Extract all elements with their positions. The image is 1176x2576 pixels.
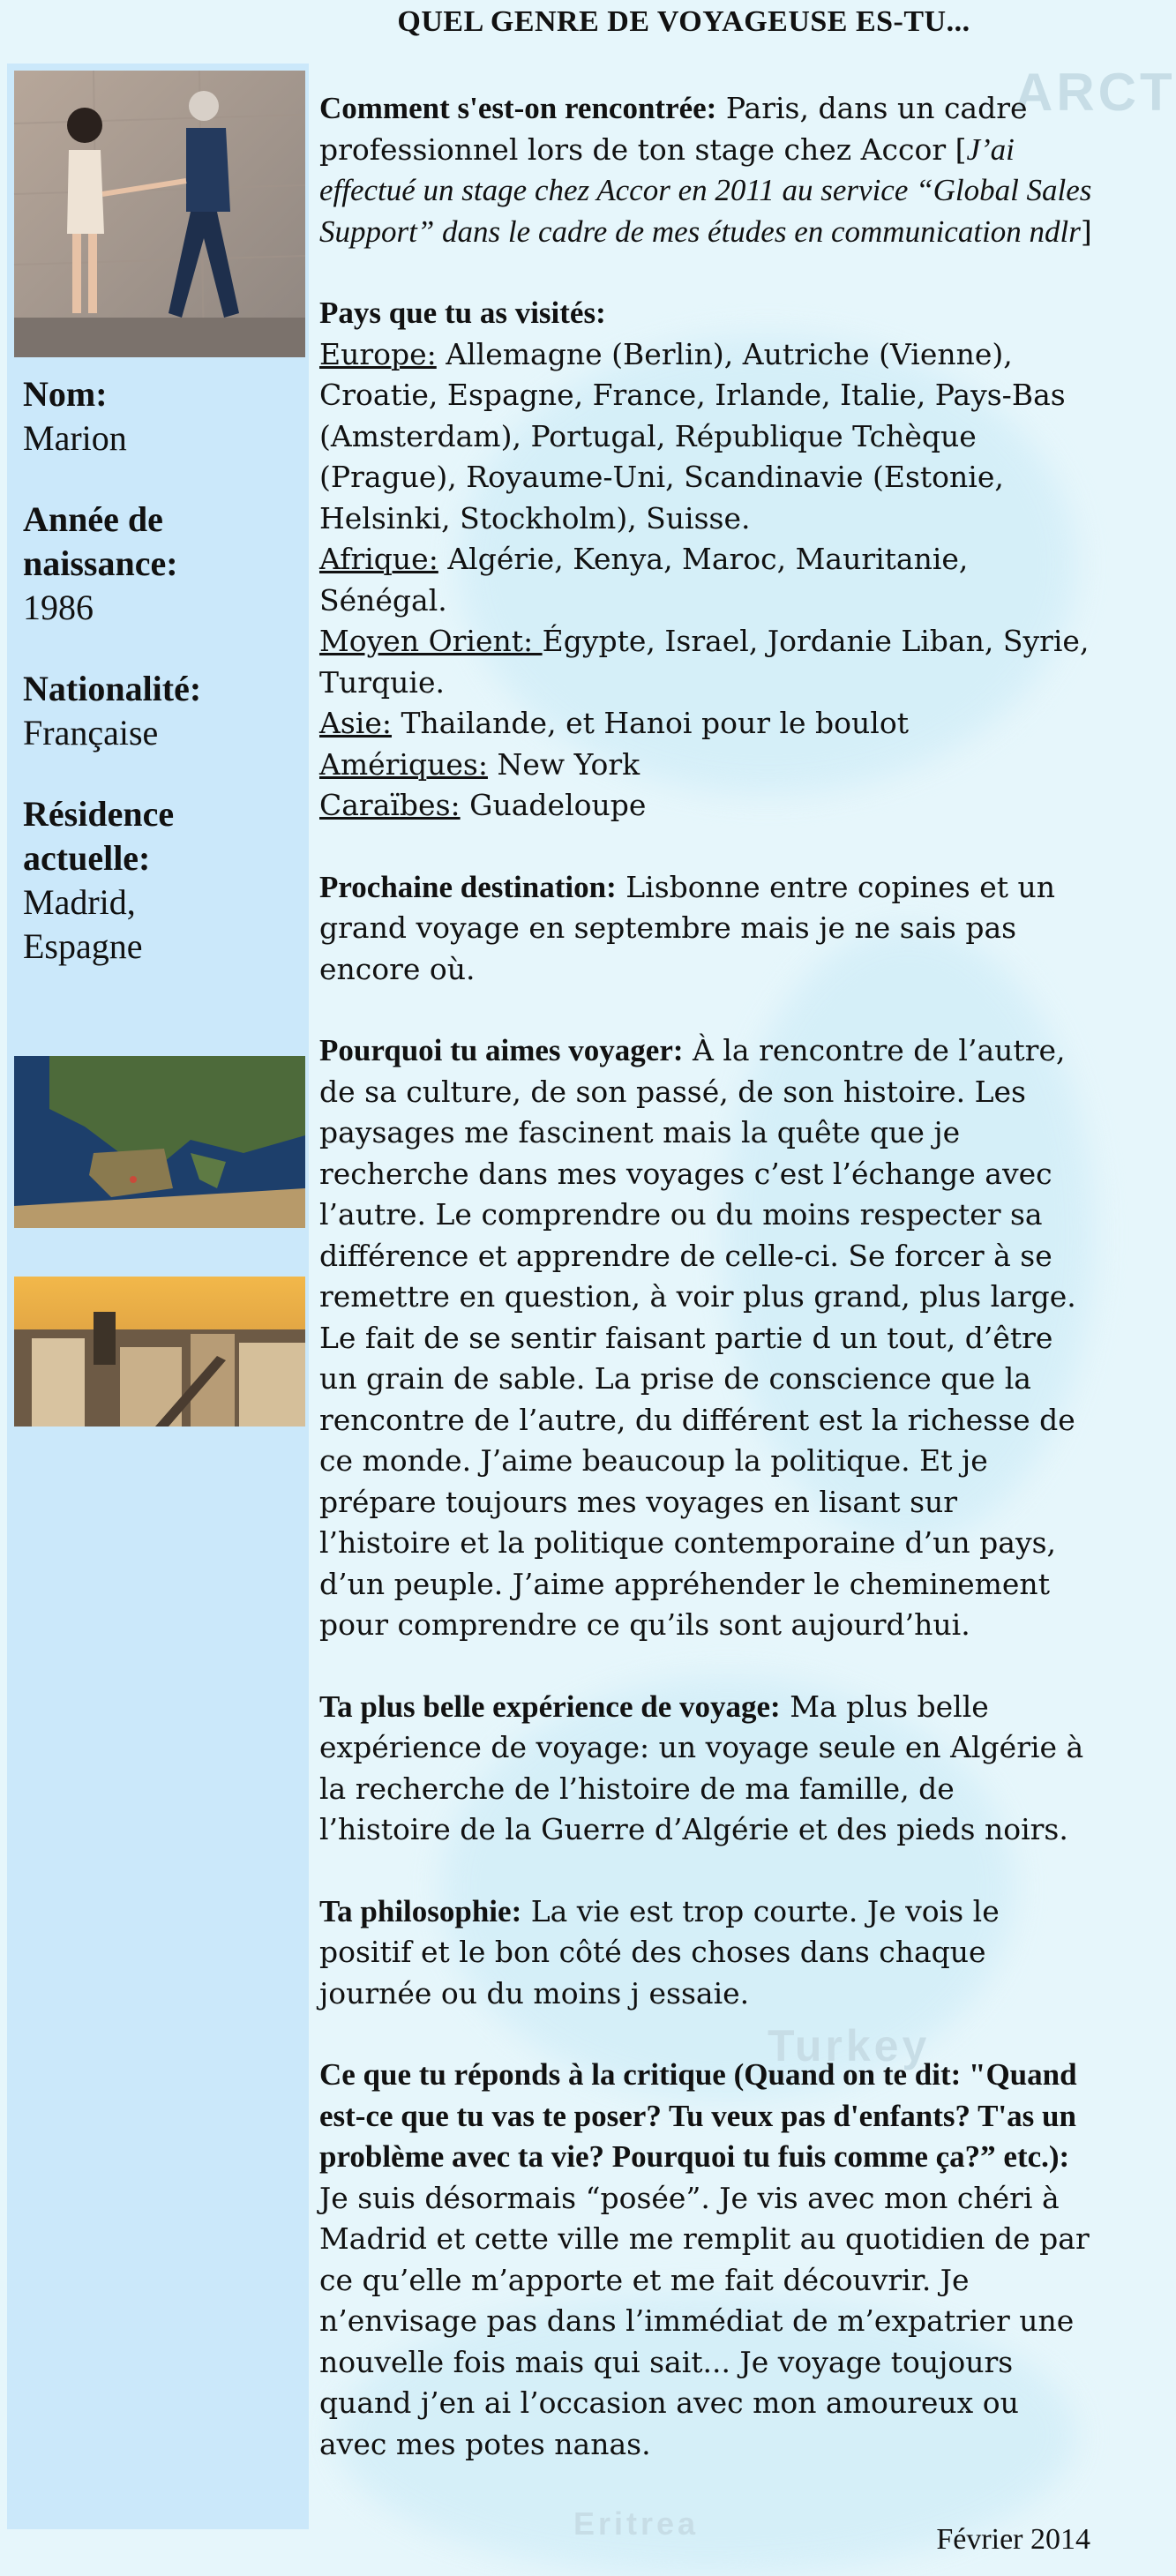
why-label: Pourquoi tu aimes voyager:: [319, 1033, 684, 1067]
region-ameriques: Amériques:: [319, 746, 488, 782]
next-text: Lisbonne entre copines et un grand voyage en septembre mais je ne sais pas encore où.: [319, 869, 1056, 986]
countries-label: Pays que tu as visités:: [319, 296, 606, 330]
region-asie-list: Thailande, et Hanoi pour le boulot: [391, 706, 909, 740]
region-europe-list: Allemagne (Berlin), Autriche (Vienne), Croatie, Espagne, France, Irlande, Italie, Pays-Bas (Amsterdam), Portugal, République Tchèque (Prague), Royaume-Uni, Scandinavie (Estonie, Helsinki, Stockholm), Suisse.: [319, 336, 1066, 535]
countries-section: [319, 293, 1092, 827]
next-destination-section: [319, 867, 1092, 991]
why-text: À la rencontre de l’autre, de sa culture, de son passé, de son histoire. Les paysages me fascinent mais la quête que je recherche dans mes voyages c’est l’échange avec l’autre. Le comprendre ou du moins respecter sa différence et apprendre de celle-ci. Se forcer à se remettre en question, à voir plus grand, plus large. Le fait de se sentir faisant partie d un tout, d’être un grain de sable. La prise de conscience que la rencontre de l’autre, du différent est la richesse de ce monde. J’aime beaucoup la politique. Et je prépare toujours mes voyages en lisant sur l’histoire et la politique contemporaine d’un pays, d’un peuple. J’aime appréhender le cheminement pour comprendre ce qu’ils sont aujourd’hui.: [319, 1033, 1076, 1642]
residence-label-1: Résidence: [23, 794, 175, 834]
critic-section: [319, 2055, 1092, 2465]
residence-value-1: Madrid,: [23, 882, 136, 922]
satellite-map-photo: [14, 1056, 305, 1228]
best-text: Ma plus belle expérience de voyage: un voyage seule en Algérie à la recherche de l’histoire de ma famille, de l’histoire de la Guerre d’Algérie et des pieds noirs.: [319, 1689, 1084, 1846]
met-close: ]: [1080, 213, 1092, 249]
name-value: Marion: [23, 418, 127, 458]
critic-text: Je suis désormais “posée”. Je vis avec mon chéri à Madrid et cette ville me remplit au quotidien de par ce qu’elle m’apporte et me fait découvrir. Je n’envisage pas dans l’immédiat de m’expatrier une nouvelle fois mais qui sait... Je voyage toujours quand j’en ai l’occasion avec mon amoureux ou avec mes potes nanas.: [319, 2180, 1090, 2461]
region-caraibes-list: Guadeloupe: [460, 788, 647, 822]
best-label: Ta plus belle expérience de voyage:: [319, 1689, 781, 1724]
interview-content: [319, 88, 1092, 2505]
residence-label-2: actuelle:: [23, 838, 151, 878]
nationality-value: Française: [23, 713, 159, 753]
background-map: ARCT Turkey Eritrea: [0, 0, 1108, 2567]
profile-info: [23, 372, 305, 969]
nationality-label: Nationalité:: [23, 669, 202, 708]
region-moyen-orient-list: Égypte, Israel, Jordanie Liban, Syrie, Turquie.: [319, 624, 1090, 700]
met-italic: J’ai effectué un stage chez Accor en 2011 au service “Global Sales Support” dans le cadre de mes études en communication ndlr: [319, 131, 1092, 249]
birth-label-2: naissance:: [23, 543, 178, 583]
madrid-city-photo: [14, 1277, 305, 1427]
critic-label: Ce que tu réponds à la critique (Quand on te dit: "Quand est-ce que tu vas te poser? Tu veux pas d'enfants? T'as un problème avec ta vie? Pourquoi tu fuis comme ça?” etc.):: [319, 2057, 1077, 2174]
region-europe: Europe:: [319, 336, 437, 371]
why-travel-section: [319, 1030, 1092, 1646]
birth-label-1: Année de: [23, 499, 163, 539]
page-title: QUEL GENRE DE VOYAGEUSE ES-TU...: [397, 5, 970, 38]
met-section: [319, 88, 1092, 252]
met-text: Paris, dans un cadre professionnel lors de ton stage chez Accor [: [319, 91, 1028, 167]
region-afrique: Afrique:: [319, 542, 438, 576]
philo-text: La vie est trop courte. Je vois le positif et le bon côté des choses dans chaque journée ou du moins j essaie.: [319, 1893, 1000, 2011]
residence-value-2: Espagne: [23, 926, 143, 966]
region-moyen-orient: Moyen Orient:: [319, 624, 543, 658]
birth-value: 1986: [23, 588, 94, 627]
couple-photo: [14, 71, 305, 357]
region-afrique-list: Algérie, Kenya, Maroc, Mauritanie, Sénégal.: [319, 542, 969, 618]
publication-date: Février 2014: [936, 2523, 1090, 2556]
philosophy-section: [319, 1891, 1092, 2015]
best-experience-section: [319, 1687, 1092, 1851]
region-asie: Asie:: [319, 706, 392, 740]
region-ameriques-list: New York: [487, 746, 640, 782]
name-label: Nom:: [23, 374, 108, 414]
next-label: Prochaine destination:: [319, 869, 617, 904]
philo-label: Ta philosophie:: [319, 1893, 522, 1928]
profile-sidebar: [7, 64, 309, 2529]
region-caraibes: Caraïbes:: [319, 788, 461, 822]
met-label: Comment s'est-on rencontrée:: [319, 91, 717, 125]
